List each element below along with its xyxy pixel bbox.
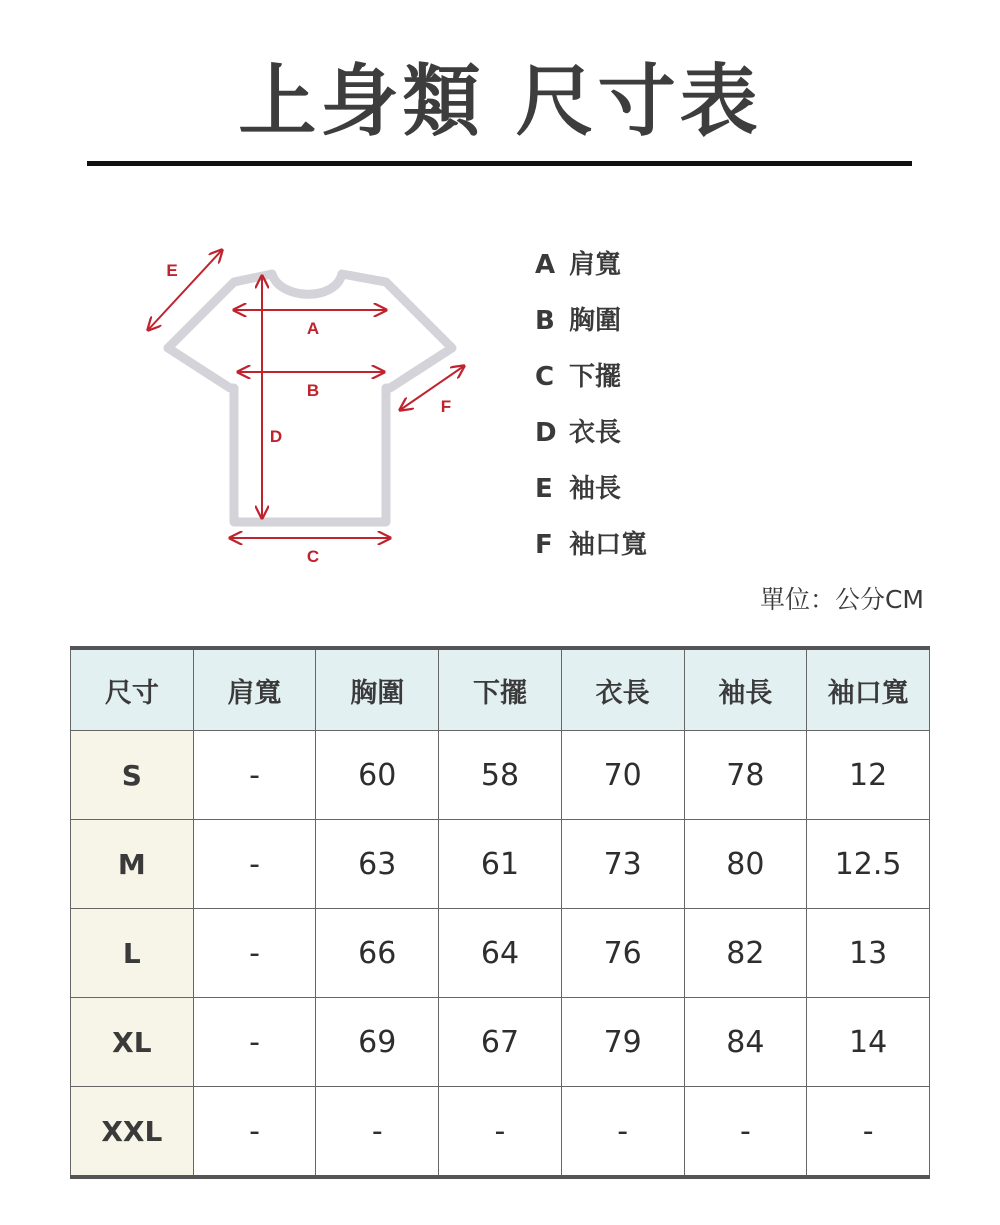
header-cuff-width: 袖口寬 bbox=[807, 648, 930, 731]
legend-text: 袖長 bbox=[569, 474, 622, 504]
measure-e-arrow bbox=[148, 250, 222, 330]
legend-letter: B bbox=[535, 306, 555, 336]
title-divider bbox=[87, 161, 912, 166]
value-cell: 67 bbox=[439, 998, 562, 1087]
value-cell: - bbox=[193, 909, 316, 998]
table-header-row bbox=[71, 648, 930, 731]
label-e: E bbox=[166, 261, 178, 280]
value-cell: 78 bbox=[684, 731, 807, 820]
legend-item bbox=[535, 250, 647, 306]
tshirt-measurement-diagram bbox=[130, 230, 490, 570]
value-cell: - bbox=[193, 731, 316, 820]
table-row bbox=[71, 820, 930, 909]
value-cell: 69 bbox=[316, 998, 439, 1087]
unit-note: 單位：公分CM bbox=[759, 585, 924, 614]
value-cell: 73 bbox=[561, 820, 684, 909]
value-cell: 84 bbox=[684, 998, 807, 1087]
header-length: 衣長 bbox=[561, 648, 684, 731]
page-title: 上身類 尺寸表 bbox=[238, 57, 762, 147]
label-f: F bbox=[440, 397, 452, 416]
table-row bbox=[71, 909, 930, 998]
value-cell: 66 bbox=[316, 909, 439, 998]
legend-letter: A bbox=[535, 250, 556, 280]
legend-letter: C bbox=[535, 362, 555, 392]
value-cell: - bbox=[684, 1087, 807, 1178]
value-cell: - bbox=[561, 1087, 684, 1178]
legend-letter: F bbox=[535, 530, 553, 560]
measurement-legend bbox=[535, 250, 647, 586]
value-cell: 58 bbox=[439, 731, 562, 820]
size-cell: L bbox=[71, 909, 194, 998]
table-row bbox=[71, 731, 930, 820]
value-cell: 82 bbox=[684, 909, 807, 998]
legend-item bbox=[535, 418, 647, 474]
label-a: A bbox=[306, 319, 320, 338]
header-hem: 下擺 bbox=[439, 648, 562, 731]
value-cell: 64 bbox=[439, 909, 562, 998]
value-cell: - bbox=[193, 820, 316, 909]
value-cell: - bbox=[316, 1087, 439, 1178]
value-cell: 14 bbox=[807, 998, 930, 1087]
legend-letter: D bbox=[535, 418, 557, 448]
table-row bbox=[71, 998, 930, 1087]
label-d: D bbox=[269, 427, 283, 446]
header-size: 尺寸 bbox=[71, 648, 194, 731]
legend-text: 胸圍 bbox=[569, 306, 622, 336]
value-cell: 70 bbox=[561, 731, 684, 820]
value-cell: - bbox=[193, 998, 316, 1087]
legend-item bbox=[535, 362, 647, 418]
label-c: C bbox=[306, 547, 320, 566]
legend-letter: E bbox=[535, 474, 553, 504]
value-cell: 61 bbox=[439, 820, 562, 909]
legend-text: 下擺 bbox=[569, 362, 622, 392]
value-cell: - bbox=[439, 1087, 562, 1178]
legend-text: 衣長 bbox=[569, 418, 622, 448]
value-cell: 13 bbox=[807, 909, 930, 998]
legend-item bbox=[535, 474, 647, 530]
legend-text: 袖口寬 bbox=[569, 530, 648, 560]
value-cell: - bbox=[807, 1087, 930, 1178]
size-cell: XL bbox=[71, 998, 194, 1087]
size-cell: M bbox=[71, 820, 194, 909]
size-cell: S bbox=[71, 731, 194, 820]
value-cell: 80 bbox=[684, 820, 807, 909]
legend-item bbox=[535, 306, 647, 362]
label-b: B bbox=[306, 381, 320, 400]
table-row bbox=[71, 1087, 930, 1178]
size-table bbox=[70, 646, 930, 1179]
value-cell: 12 bbox=[807, 731, 930, 820]
value-cell: 60 bbox=[316, 731, 439, 820]
value-cell: 79 bbox=[561, 998, 684, 1087]
header-shoulder: 肩寬 bbox=[193, 648, 316, 731]
header-chest: 胸圍 bbox=[316, 648, 439, 731]
header-sleeve-length: 袖長 bbox=[684, 648, 807, 731]
size-cell: XXL bbox=[71, 1087, 194, 1178]
value-cell: - bbox=[193, 1087, 316, 1178]
value-cell: 63 bbox=[316, 820, 439, 909]
value-cell: 76 bbox=[561, 909, 684, 998]
value-cell: 12.5 bbox=[807, 820, 930, 909]
legend-text: 肩寬 bbox=[569, 250, 622, 280]
legend-item bbox=[535, 530, 647, 586]
